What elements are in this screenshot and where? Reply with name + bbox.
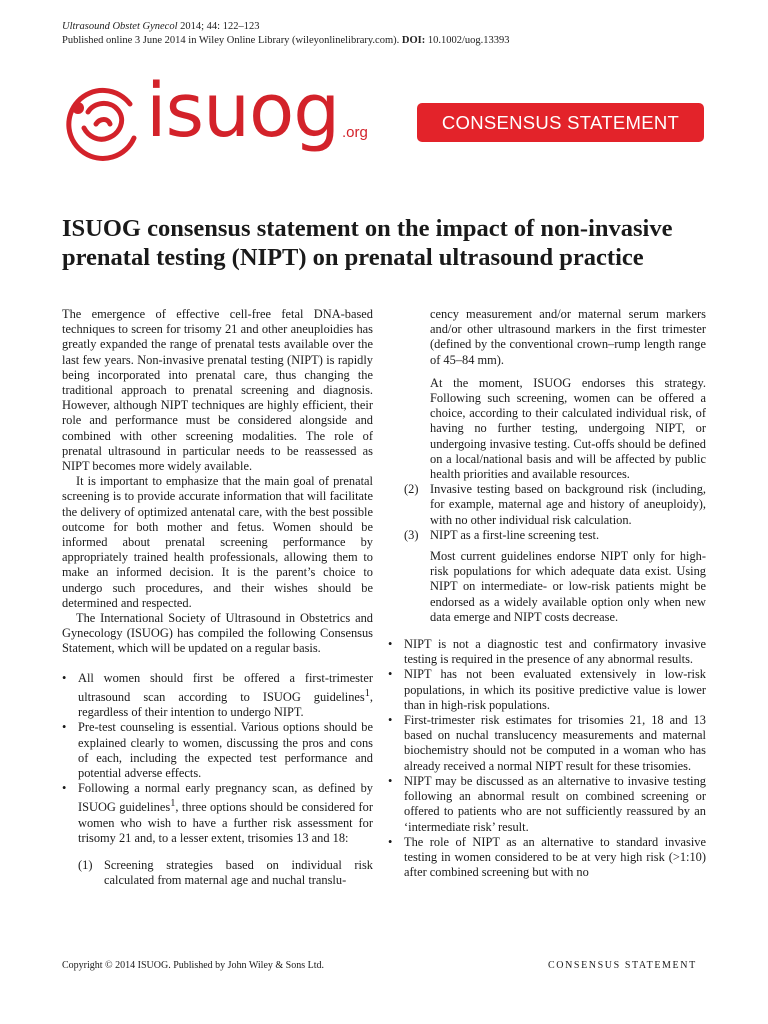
fetus-icon [60, 82, 144, 166]
footer-section: CONSENSUS STATEMENT [548, 960, 697, 971]
endorse-paragraph: At the moment, ISUOG endorses this strategy. Following such screening, women can be offered a choice, according to their calculated individual risk, of having no further testing, undergoing NIPT, or undergoing invasive testing. Cut-offs should be defined on a local/national basis and will be affected by public health priorities and available resources. [430, 375, 706, 482]
list-item: • NIPT is not a diagnostic test and confirmatory invasive testing is required in the presence of any abnormal results. [388, 637, 706, 667]
left-column [62, 307, 373, 889]
journal-citation-line [62, 20, 510, 34]
article-title: ISUOG consensus statement on the impact of non-invasive prenatal testing (NIPT) on prenatal ultrasound practice [62, 215, 673, 271]
doi-label: DOI: [401, 35, 426, 46]
intro-paragraph: The emergence of effective cell-free fetal DNA-based techniques to screen for trisomy 21 and other aneuploidies has greatly expanded the range of prenatal tests available over the last few years. Non-invasive prenatal testing (NIPT) is rapidly being incorporated into prenatal care, thus changing the traditional approach to prenatal screening and diagnosis. However, although NIPT techniques are highly efficient, their role and performance must be considered alongside and combined with other screening modalities. The role of prenatal ultrasound in particular needs to be reassessed as NIPT becomes more widely available. [62, 307, 373, 474]
publication-line [62, 34, 510, 48]
journal-name: Ultrasound Obstet Gynecol [62, 21, 178, 32]
journal-citation: 2014; 44: 122–123 [177, 21, 260, 32]
consensus-statement-banner [417, 103, 704, 142]
list-item: • The role of NIPT as an alternative to standard invasive testing in women considered to be at very high risk (>1:10) after combined screening but with no [388, 835, 706, 881]
list-item: • First-trimester risk estimates for trisomies 21, 18 and 13 based on nuchal translucency measurements and maternal biochemistry should not be computed in a woman who has already received a normal NIPT result for these trisomies. [388, 713, 706, 774]
doi-link[interactable]: 10.1002/uog.13393 [425, 35, 510, 46]
right-column [388, 307, 706, 880]
reference-sup[interactable]: 1 [170, 798, 176, 810]
goal-paragraph: It is important to emphasize that the main goal of prenatal screening is to provide accurate information that will facilitate the delivery of optimized antenatal care, with the best possible outcome for both mother and fetus. Women should be informed about prenatal screening performance by appropriately trained health professionals, allowing them to make an informed decision. It is the parent’s choice to undergo such procedures, and their wishes should be determined and respected. [62, 474, 373, 610]
banner-label: CONSENSUS STATEMENT [441, 111, 680, 133]
published-info: Published online 3 June 2014 in Wiley Online Library (wileyonlinelibrary.com). [62, 35, 400, 46]
numbered-item: (2) Invasive testing based on background risk (including, for example, maternal age and history of aneuploidy), with no other individual risk calculation. [404, 482, 706, 527]
isuog-paragraph: The International Society of Ultrasound in Obstetrics and Gynecology (ISUOG) has compiled the following Consensus Statement, which will be updated on a regular basis. [62, 611, 373, 656]
list-item: • NIPT may be discussed as an alternative to invasive testing following an abnormal result on combined screening or offered to patients who are not sufficiently reassured by an ‘intermediate risk’ result. [388, 774, 706, 835]
item-number: (2) [404, 482, 419, 497]
item-number: (3) [404, 527, 419, 542]
list-item: • NIPT has not been evaluated extensively in low-risk populations, in which its positive predictive value is lower than in high-risk populations. [388, 667, 706, 713]
list-item: • Pre-test counseling is essential. Various options should be explained clearly to women, discussing the pros and cons of each, including the expected test performance and potential adverse effects. [62, 720, 373, 781]
journal-meta [62, 20, 510, 48]
numbered-item: (1) Screening strategies based on individual risk calculated from maternal age and nuchal translu- [78, 858, 373, 888]
logo-org-suffix: .org [342, 124, 368, 141]
isuog-logo[interactable] [60, 68, 390, 164]
guidelines-paragraph: Most current guidelines endorse NIPT only for high-risk populations for which adequate data exist. Using NIPT on intermediate- or low-risk patients might be endorsed as a widely available option only when new data emerge and NIPT costs decrease. [430, 549, 706, 624]
logo-wordmark: isuog [146, 68, 340, 154]
footer-copyright: Copyright © 2014 ISUOG. Published by John Wiley & Sons Ltd. [62, 960, 325, 971]
numbered-item: (3) NIPT as a first-line screening test. [404, 527, 600, 542]
list-item: • Following a normal early pregnancy scan, as defined by ISUOG guidelines$^1$, three options should be considered for women who wish to have a further risk assessment for trisomy 21 and, to a lesser extent, trisomies 13 and 18: [62, 781, 373, 846]
item-number: (1) [78, 858, 93, 873]
list-item: • All women should first be offered a first-trimester ultrasound scan according to ISUOG guidelines$^1$, regardless of their intention to undergo NIPT. [62, 671, 373, 721]
reference-sup[interactable]: 1 [364, 687, 370, 699]
continued-text: cency measurement and/or maternal serum markers and/or other ultrasound markers in the first trimester (defined by the conventional crown–rump length range of 45–84 mm). [430, 307, 706, 367]
